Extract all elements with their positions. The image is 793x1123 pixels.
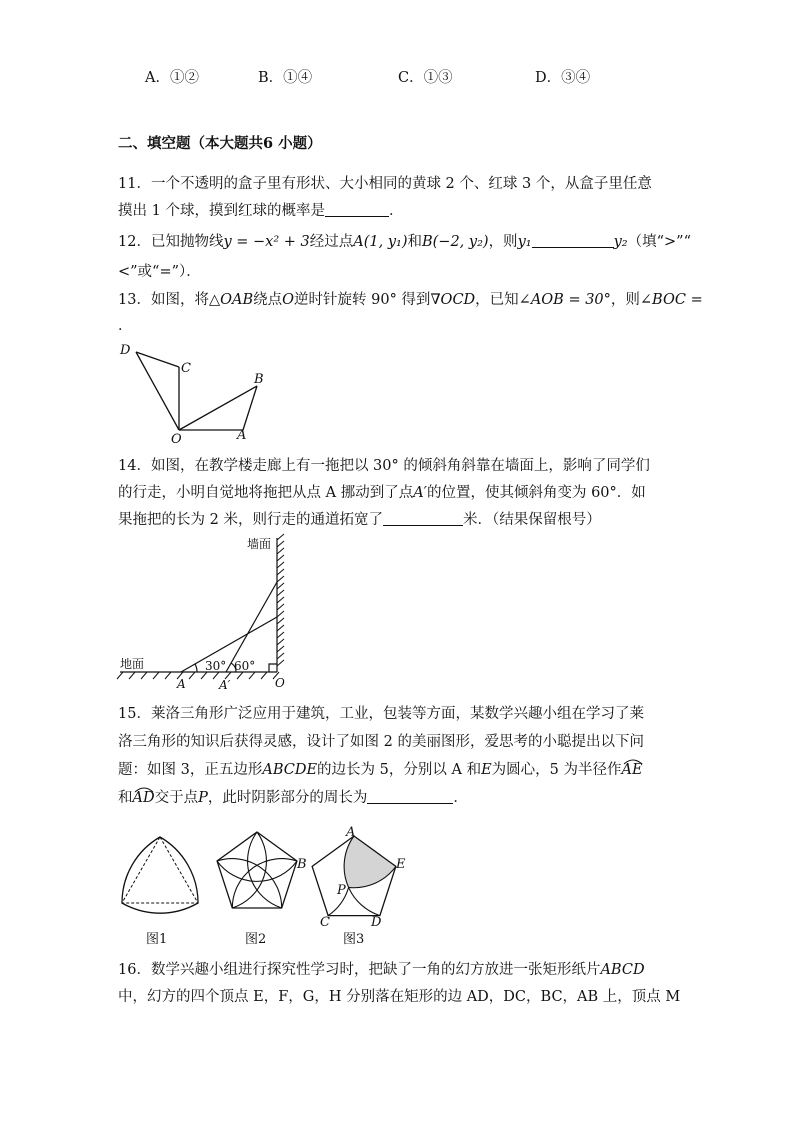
hatch-mark	[277, 555, 284, 561]
hatch-mark	[277, 562, 284, 568]
q13-line-2: ．	[118, 318, 133, 334]
inner-arc	[217, 861, 297, 881]
label-a-prime: A′	[219, 678, 231, 692]
q13-line-1: 13．如图，将△OAB绕点O逆时针旋转 90° 得到∇OCD，已知∠AOB = 30°，则∠BOC =	[118, 292, 703, 308]
label-a: A	[177, 677, 186, 691]
hatch-mark	[249, 672, 255, 679]
hatch-mark	[277, 625, 284, 631]
label-b: B	[297, 857, 307, 872]
hatch-mark	[153, 672, 159, 679]
hatch-mark	[277, 534, 284, 540]
label-a: A	[237, 428, 247, 443]
hatch-mark	[277, 604, 284, 610]
label-a: A	[346, 825, 356, 840]
label-c: C	[320, 915, 330, 930]
hatch-mark	[129, 672, 135, 679]
label-ground: 地面	[120, 657, 145, 671]
choice-b[interactable]: B．①④	[258, 70, 313, 86]
inner-arc	[232, 859, 297, 908]
label-p: P	[337, 883, 346, 898]
caption-fig3: 图3	[343, 932, 365, 947]
hatch-mark	[141, 672, 147, 679]
inner-triangle-dashed	[122, 837, 198, 903]
q11-line-1: 11．一个不透明的盒子里有形状、大小相同的黄球 2 个、红球 3 个，从盒子里任意	[118, 176, 652, 192]
q16-line-2: 中，幻方的四个顶点 E，F，G，H 分别落在矩形的边 AD，DC，BC，AB 上，顶点 M	[118, 989, 681, 1005]
caption-fig1: 图1	[146, 932, 168, 947]
label-o: O	[275, 676, 285, 690]
mop-30-line	[181, 617, 277, 672]
hatch-mark	[189, 672, 195, 679]
q14-line-1: 14．如图，在教学楼走廊上有一拖把以 30° 的倾斜角斜靠在墙面上，影响了同学们	[118, 458, 650, 474]
hatch-mark	[277, 548, 284, 554]
q14-line-3: 果拖把的长为 2 米，则行走的通道拓宽了 米．（结果保留根号）	[118, 512, 601, 528]
label-e: E	[396, 857, 406, 872]
arc-ae-notation: AE	[621, 762, 643, 778]
hatch-mark	[277, 590, 284, 596]
hatch-mark	[277, 541, 284, 547]
angle-30-arc	[195, 664, 197, 672]
q16-line-1: 16．数学兴趣小组进行探究性学习时，把缺了一角的幻方放进一张矩形纸片ABCD	[118, 962, 645, 978]
q15-line-4: 和AD 交于点P，此时阴影部分的周长为 ．	[118, 790, 468, 806]
choice-a[interactable]: A．①②	[145, 70, 199, 86]
hatch-mark	[277, 639, 284, 645]
hatch-mark	[201, 672, 207, 679]
q15-line-1: 15．莱洛三角形广泛应用于建筑，工业，包装等方面，某数学兴趣小组在学习了莱	[118, 706, 644, 722]
choice-c[interactable]: C．①③	[398, 70, 453, 86]
label-30deg: 30°	[205, 659, 227, 673]
hatch-mark	[277, 653, 284, 659]
hatch-mark	[277, 632, 284, 638]
q15-line-3: 题：如图 3，正五边形ABCDE的边长为 5，分别以 A 和E为圆心，5 为半径作AE	[118, 762, 643, 778]
label-wall: 墙面	[247, 537, 272, 551]
hatch-mark	[277, 611, 284, 617]
hatch-mark	[277, 583, 284, 589]
hatch-mark	[277, 576, 284, 582]
right-angle-mark	[269, 664, 277, 672]
hatch-mark	[165, 672, 171, 679]
pentagon-shaded-figure	[300, 822, 415, 932]
hatch-mark	[277, 597, 284, 603]
q14-answer-blank[interactable]	[383, 511, 463, 526]
q12-line-1: 12．已知抛物线y = −x² + 3经过点A(1, y₁)和B(−2, y₂)，则y₁ y₂（填“>”“	[118, 234, 691, 250]
wall-hatch	[277, 534, 284, 666]
label-c: C	[181, 361, 191, 376]
label-60deg: 60°	[234, 659, 256, 673]
hatch-mark	[261, 672, 267, 679]
q14-figure	[115, 532, 305, 692]
ground-hatch	[117, 672, 279, 679]
hatch-mark	[117, 672, 123, 679]
hatch-mark	[277, 646, 284, 652]
label-d: D	[371, 915, 382, 930]
caption-fig2: 图2	[245, 932, 267, 947]
choice-d[interactable]: D．③④	[535, 70, 591, 86]
pentagon-outline	[217, 832, 297, 908]
q11-line-2: 摸出 1 个球，摸到红球的概率是 ．	[118, 203, 404, 219]
q13-figure	[115, 338, 275, 448]
q11-answer-blank[interactable]	[325, 202, 389, 217]
reuleaux-outline	[122, 837, 198, 913]
hatch-mark	[237, 672, 243, 679]
q15-answer-blank[interactable]	[367, 789, 453, 804]
q14-line-2: 的行走，小明自觉地将拖把从点 A 挪动到了点A′的位置，使其倾斜角变为 60°．如	[118, 485, 646, 501]
pentagon-arcs-figure	[205, 822, 315, 922]
label-b: B	[254, 372, 264, 387]
label-d: D	[120, 343, 131, 358]
hatch-mark	[277, 569, 284, 575]
q12-answer-blank[interactable]	[532, 233, 614, 248]
inner-arc	[217, 859, 282, 908]
q12-line-2: <”或“=”）．	[118, 264, 201, 280]
reuleaux-figure	[115, 828, 205, 923]
section-title: 二、填空题（本大题共6 小题）	[118, 135, 322, 152]
hatch-mark	[277, 660, 284, 666]
label-o: O	[171, 432, 182, 447]
shaded-region	[344, 836, 396, 888]
segment-do	[136, 352, 179, 430]
hatch-mark	[277, 618, 284, 624]
q15-line-2: 洛三角形的知识后获得灵感，设计了如图 2 的美丽图形，爱思考的小聪提出以下问	[118, 734, 644, 750]
arc-ad-notation: AD	[132, 790, 155, 806]
